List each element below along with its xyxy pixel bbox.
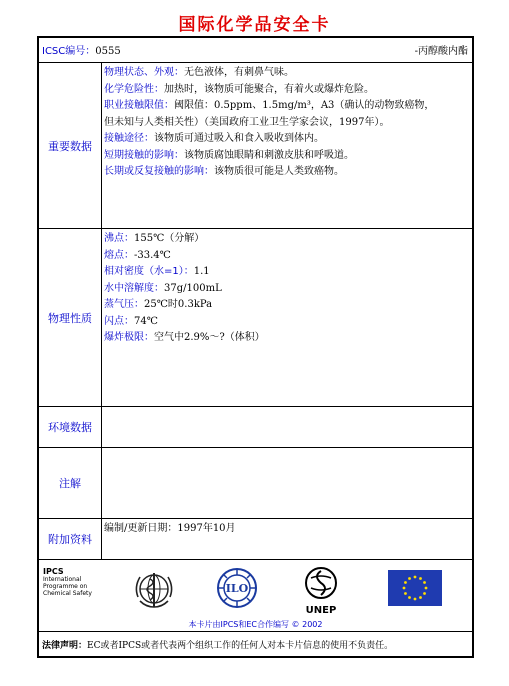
environment-row <box>39 407 472 448</box>
eu-star-icon <box>419 577 422 580</box>
card-frame <box>37 36 474 658</box>
icsc-label: ICSC编号： <box>42 46 96 57</box>
legal-row <box>39 632 472 656</box>
important-data-row <box>39 63 472 229</box>
line-explosive-limits: 爆炸极限：空气中2.9%～?（体积） <box>104 332 265 343</box>
important-data-content <box>101 63 472 228</box>
line-exposure-route: 接触途径：该物质可通过吸入和食入吸收到体内。 <box>104 133 324 144</box>
eu-star-icon <box>403 587 406 590</box>
unep-logo-icon <box>301 566 341 620</box>
eu-flag-icon <box>388 570 442 610</box>
svg-text:UNEP: UNEP <box>305 605 337 616</box>
icsc-number: 0555 <box>95 46 121 57</box>
eu-star-icon <box>408 596 411 599</box>
notes-row <box>39 448 472 519</box>
line-boiling-point: 沸点：155℃（分解） <box>104 233 205 244</box>
ipcs-text-logo: IPCS International Programme on Chemical Safety <box>43 567 92 597</box>
additional-info-row <box>39 519 472 560</box>
eu-star-icon <box>423 581 426 584</box>
physical-properties-row <box>39 229 472 407</box>
additional-info-content <box>101 519 472 559</box>
line-exposure-limit-cont: 但未知与人类相关性）（美国政府工业卫生学家会议，1997年）。 <box>104 116 390 128</box>
line-vapour-pressure: 蒸气压：25℃时0.3kPa <box>104 299 213 310</box>
id-row <box>39 38 472 63</box>
card-title: 国际化学品安全卡 <box>178 15 331 35</box>
line-melting-point: 熔点：-33.4℃ <box>104 249 171 261</box>
chemical-name: -丙醇酸内酯 <box>414 46 468 57</box>
physical-properties-label: 物理性质 <box>39 229 102 406</box>
line-appearance: 物理状态、外观：无色液体，有刺鼻气味。 <box>104 67 294 78</box>
physical-properties-content <box>101 229 472 406</box>
legal-text: EC或者IPCS或者代表两个组织工作的任何人对本卡片信息的使用不负责任。 <box>87 641 394 651</box>
who-logo-icon <box>132 567 176 615</box>
ilo-logo-icon <box>215 566 259 614</box>
line-exposure-limit: 职业接触限值：阈限值：0.5ppm、1.5mg/m³，A3（确认的动物致癌物， <box>104 100 435 111</box>
logos-row <box>39 560 472 632</box>
eu-star-icon <box>414 598 417 601</box>
environment-label: 环境数据 <box>39 407 102 447</box>
additional-info-label: 附加资料 <box>39 519 102 559</box>
line-flash-point: 闪点：74℃ <box>104 315 158 327</box>
line-long-term-effects: 长期或反复接触的影响：该物质很可能是人类致癌物。 <box>104 166 344 177</box>
eu-star-icon <box>414 576 417 579</box>
notes-label: 注解 <box>39 448 102 518</box>
eu-star-icon <box>404 592 407 595</box>
cooperation-note: 本卡片由IPCS和EC合作编写 © 2002 <box>188 620 323 629</box>
environment-content <box>101 407 472 447</box>
line-relative-density: 相对密度（水=1）：1.1 <box>104 266 210 277</box>
important-data-label: 重要数据 <box>39 63 102 228</box>
eu-star-icon <box>408 577 411 580</box>
eu-star-icon <box>419 596 422 599</box>
line-short-term-effects: 短期接触的影响：该物质腐蚀眼睛和刺激皮肤和呼吸道。 <box>104 149 354 161</box>
line-solubility: 水中溶解度：37g/100mL <box>104 282 222 294</box>
update-date: 编制/更新日期：1997年10月 <box>104 523 236 534</box>
svg-text:ILO: ILO <box>225 582 249 595</box>
line-chemical-hazard: 化学危险性：加热时，该物质可能聚合，有着火或爆炸危险。 <box>104 83 374 95</box>
eu-star-icon <box>423 592 426 595</box>
notes-content <box>101 448 472 518</box>
eu-star-icon <box>404 581 407 584</box>
legal-label: 法律声明： <box>42 641 88 651</box>
eu-star-icon <box>425 587 428 590</box>
